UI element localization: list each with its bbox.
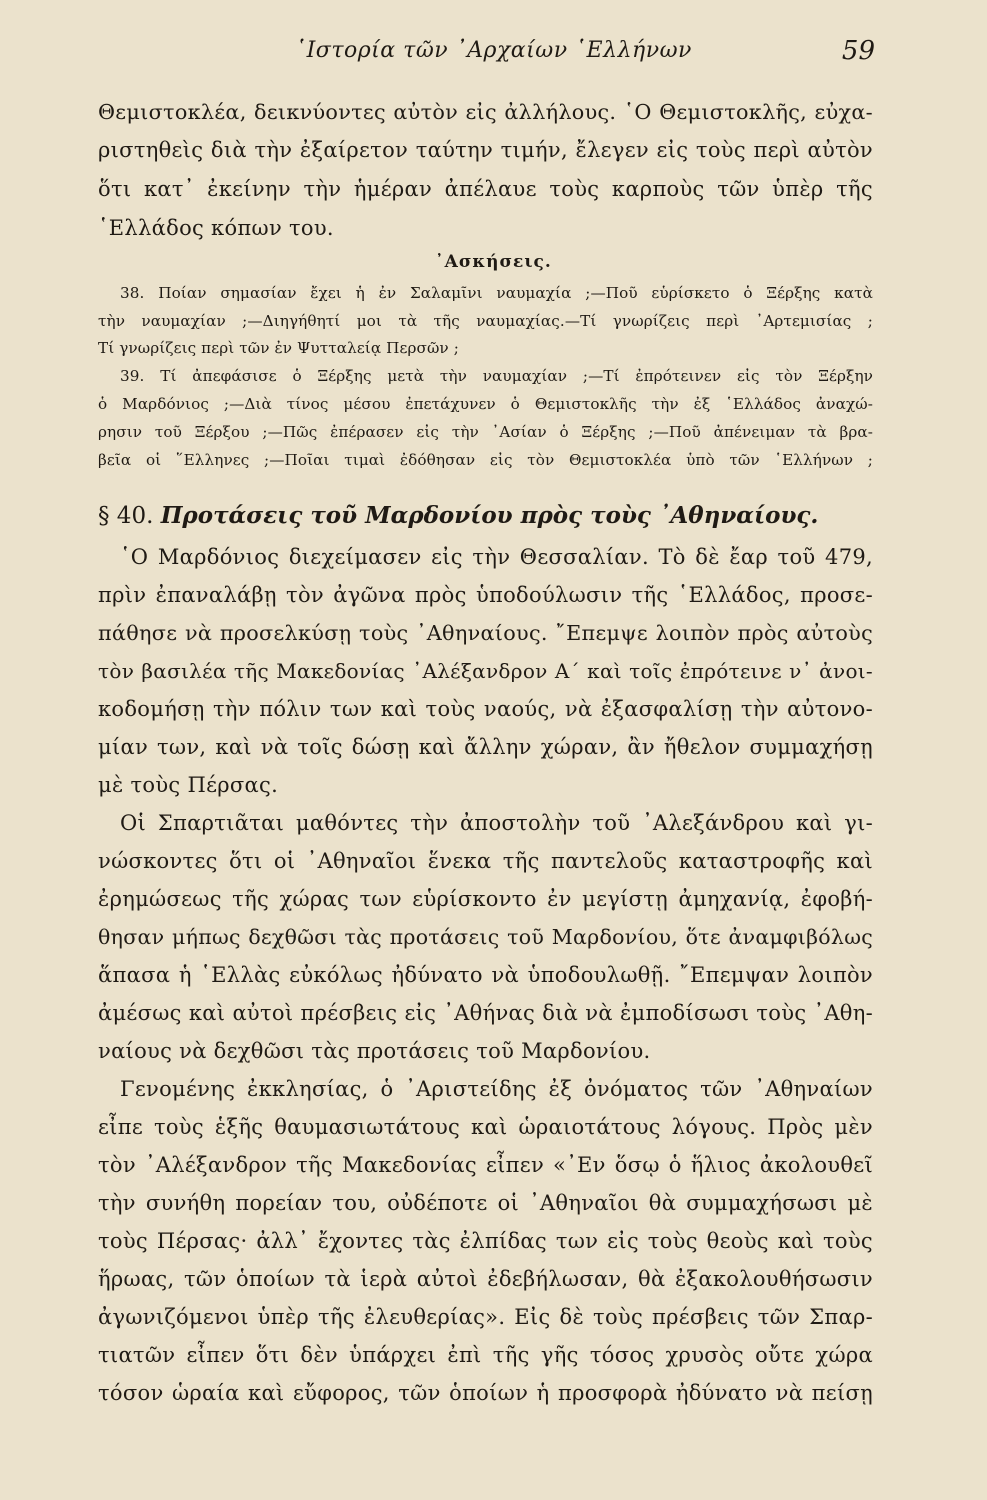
exercise-line: 38. Ποίαν σημασίαν ἔχει ἡ ἐν Σαλαμῖνι ναυμαχία ;—Ποῦ εὑρίσκετο ὁ Ξέρξης κατὰ [120, 284, 873, 302]
paragraph-line: ἀγωνιζόμενοι ὑπὲρ τῆς ἐλευθερίας». Εἰς δὲ τοὺς πρέσβεις τῶν Σπαρ- [98, 1305, 873, 1329]
paragraph-line: Γενομένης ἐκκλησίας, ὁ ᾿Αριστείδης ἐξ ὀνόματος τῶν ᾿Αθηναίων [120, 1077, 873, 1101]
paragraph-line: τιατῶν εἶπεν ὅτι δὲν ὑπάρχει ἐπὶ τῆς γῆς τόσος χρυσὸς οὔτε χώρα [98, 1343, 873, 1367]
paragraph-line: ναίους νὰ δεχθῶσι τὰς προτάσεις τοῦ Μαρδονίου. [98, 1039, 651, 1063]
section-title: Προτάσεις τοῦ Μαρδονίου πρὸς τοὺς ᾿Αθηναίους. [160, 502, 819, 529]
paragraph-line: νώσκοντες ὅτι οἱ ᾿Αθηναῖοι ἕνεκα τῆς παντελοῦς καταστροφῆς καὶ [98, 849, 873, 873]
paragraph-line: τὸν βασιλέα τῆς Μακεδονίας ᾿Αλέξανδρον Α´ καὶ τοῖς ἐπρότεινε ν᾽ ἀνοι- [98, 659, 873, 683]
paragraph-line: πάθησε νὰ προσελκύσῃ τοὺς ᾿Αθηναίους. ῎Επεμψε λοιπὸν πρὸς αὐτοὺς [98, 621, 873, 645]
section-heading [98, 502, 873, 529]
exercises-heading: ᾿Ασκήσεις. [435, 252, 552, 272]
exercise-line: τὴν ναυμαχίαν ;—Διηγήθητί μοι τὰ τῆς ναυμαχίας.—Τί γνωρίζεις περὶ ᾿Αρτεμισίας ; [98, 312, 873, 330]
paragraph-line: ἅπασα ἡ ῾Ελλὰς εὐκόλως ἠδύνατο νὰ ὑποδουλωθῇ. ῎Επεμψαν λοιπὸν [98, 963, 873, 987]
paragraph-line: εἶπε τοὺς ἑξῆς θαυμασιωτάτους καὶ ὡραιοτάτους λόγους. Πρὸς μὲν [98, 1115, 873, 1139]
intro-line: Θεμιστοκλέα, δεικνύοντες αὐτὸν εἰς ἀλλήλους. ῾Ο Θεμιστοκλῆς, εὐχα- [98, 100, 873, 124]
exercise-line: ὁ Μαρδόνιος ;—Διὰ τίνος μέσου ἐπετάχυνεν ὁ Θεμιστοκλῆς τὴν ἐξ ῾Ελλάδος ἀναχώ- [98, 395, 873, 413]
paragraph-line: ἀμέσως καὶ αὐτοὶ πρέσβεις εἰς ᾿Αθήνας διὰ νὰ ἐμποδίσωσι τοὺς ᾿Αθη- [98, 1001, 873, 1025]
paragraph-line: ἐρημώσεως τῆς χώρας των εὑρίσκοντο ἐν μεγίστῃ ἀμηχανίᾳ, ἐφοβή- [98, 887, 873, 911]
page-number: 59 [841, 36, 875, 66]
paragraph-line: ῾Ο Μαρδόνιος διεχείμασεν εἰς τὴν Θεσσαλίαν. Τὸ δὲ ἔαρ τοῦ 479, [120, 545, 873, 569]
paragraph-line: μὲ τοὺς Πέρσας. [98, 773, 279, 797]
intro-line: ὅτι κατ᾽ ἐκείνην τὴν ἡμέραν ἀπέλαυε τοὺς καρποὺς τῶν ὑπὲρ τῆς [98, 177, 873, 201]
paragraph-line: πρὶν ἐπαναλάβῃ τὸν ἀγῶνα πρὸς ὑποδούλωσιν τῆς ῾Ελλάδος, προσε- [98, 583, 873, 607]
intro-line: ριστηθεὶς διὰ τὴν ἐξαίρετον ταύτην τιμήν, ἔλεγεν εἰς τοὺς περὶ αὐτὸν [98, 138, 873, 162]
exercise-line: βεῖα οἱ ῞Ελληνες ;—Ποῖαι τιμαὶ ἐδόθησαν εἰς τὸν Θεμιστοκλέα ὑπὸ τῶν ῾Ελλήνων ; [98, 451, 873, 469]
running-title: ῾Ιστορία τῶν ᾿Αρχαίων ῾Ελλήνων [295, 38, 692, 63]
section-number: § 40. [98, 503, 154, 529]
intro-line: ῾Ελλάδος κόπων του. [98, 216, 334, 240]
paragraph-line: τὴν συνήθη πορείαν του, οὐδέποτε οἱ ᾿Αθηναῖοι θὰ συμμαχήσωσι μὲ [98, 1191, 873, 1215]
paragraph-line: μίαν των, καὶ νὰ τοῖς δώσῃ καὶ ἄλλην χώραν, ἂν ἤθελον συμμαχήσῃ [98, 735, 873, 759]
exercise-line: ρησιν τοῦ Ξέρξου ;—Πῶς ἐπέρασεν εἰς τὴν ᾿Ασίαν ὁ Ξέρξης ;—Ποῦ ἀπένειμαν τὰ βρα- [98, 423, 873, 441]
paragraph-line: τοὺς Πέρσας· ἀλλ᾽ ἔχοντες τὰς ἐλπίδας των εἰς τοὺς θεοὺς καὶ τοὺς [98, 1229, 873, 1253]
paragraph-line: τόσον ὡραία καὶ εὔφορος, τῶν ὁποίων ἡ προσφορὰ ἠδύνατο νὰ πείσῃ [98, 1381, 873, 1405]
paragraph-line: τὸν ᾿Αλέξανδρον τῆς Μακεδονίας εἶπεν «᾿Εν ὅσῳ ὁ ἥλιος ἀκολουθεῖ [98, 1153, 873, 1177]
paragraph-line: ἥρωας, τῶν ὁποίων τὰ ἱερὰ αὐτοὶ ἐδεβήλωσαν, θὰ ἐξακολουθήσωσιν [98, 1267, 873, 1291]
exercise-line: Τί γνωρίζεις περὶ τῶν ἐν Ψυτταλείᾳ Περσῶν ; [98, 339, 459, 357]
exercise-line: 39. Τί ἀπεφάσισε ὁ Ξέρξης μετὰ τὴν ναυμαχίαν ;—Τί ἐπρότεινεν εἰς τὸν Ξέρξην [120, 367, 873, 385]
paragraph-line: κοδομήσῃ τὴν πόλιν των καὶ τοὺς ναούς, νὰ ἐξασφαλίσῃ τὴν αὐτονο- [98, 697, 873, 721]
paragraph-line: Οἱ Σπαρτιᾶται μαθόντες τὴν ἀποστολὴν τοῦ ᾿Αλεξάνδρου καὶ γι- [120, 811, 873, 835]
paragraph-line: θησαν μήπως δεχθῶσι τὰς προτάσεις τοῦ Μαρδονίου, ὅτε ἀναμφιβόλως [98, 925, 873, 949]
